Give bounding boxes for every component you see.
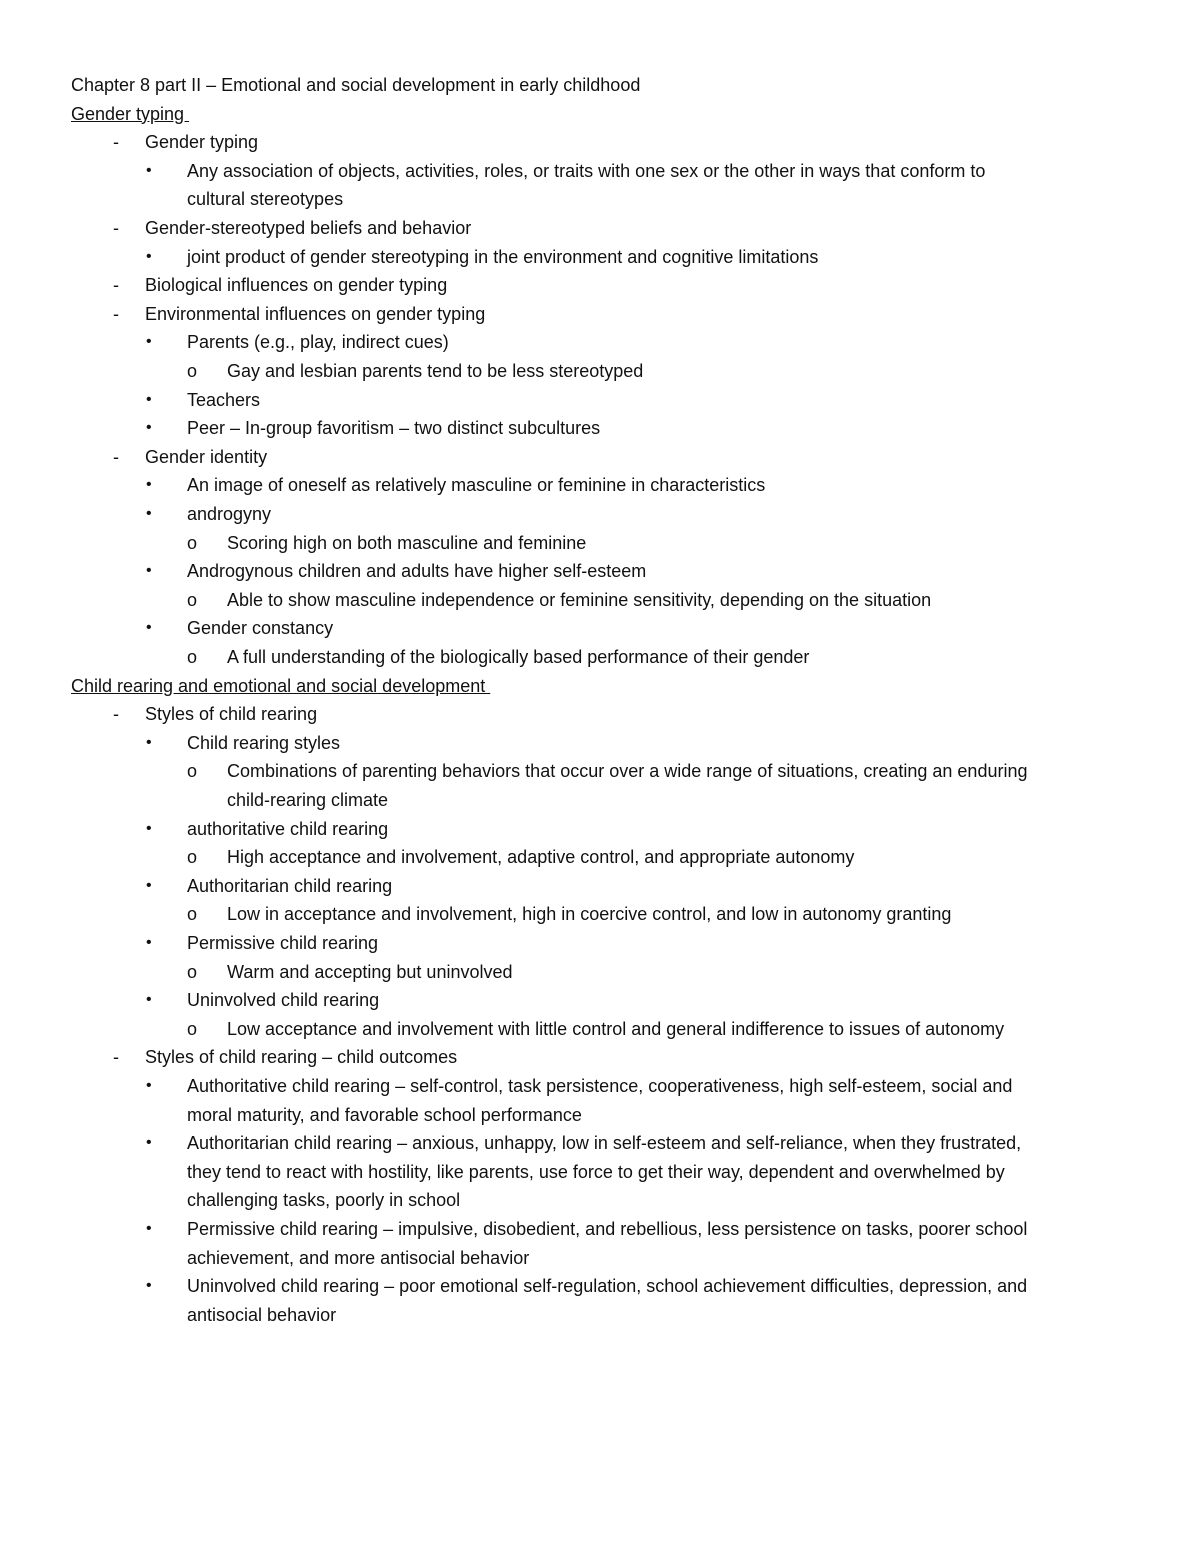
circle-bullet-icon: o — [187, 647, 198, 667]
list-item-text: challenging tasks, poorly in school — [187, 1190, 461, 1211]
list-item-text: A full understanding of the biologically based performance of their gender — [227, 647, 810, 667]
list-item-text: An image of oneself as relatively masculine or feminine in characteristics — [187, 475, 766, 496]
list-item-text: Parents (e.g., play, indirect cues) — [187, 332, 449, 353]
list-item-text: Androgynous children and adults have higher self-esteem — [187, 561, 647, 582]
list-item-text: Able to show masculine independence or feminine sensitivity, depending on the situation — [227, 589, 932, 610]
list-item-text: Child rearing styles — [187, 732, 341, 753]
bullet-icon: • — [146, 247, 152, 265]
list-item-text: Peer – In-group favoritism – two distinct subcultures — [187, 418, 601, 439]
list-item-text: Warm and accepting but uninvolved — [227, 961, 513, 982]
list-item-text: authoritative child rearing — [187, 818, 389, 839]
list-item-text: Permissive child rearing — [187, 933, 379, 953]
circle-bullet-icon: o — [187, 904, 198, 925]
list-item-text: antisocial behavior — [187, 1304, 337, 1325]
list-item-text: Combinations of parenting behaviors that occur over a wide range of situations, creating an enduring — [227, 761, 1028, 782]
circle-bullet-icon: o — [187, 961, 198, 982]
list-item-text: cultural stereotypes — [187, 189, 344, 210]
list-item-text: Authoritarian child rearing – anxious, unhappy, low in self-esteem and self-reliance, when they frustrated, — [187, 1133, 1022, 1154]
bullet-icon: • — [146, 1277, 152, 1295]
list-item-text: Styles of child rearing – child outcomes — [145, 1047, 458, 1068]
bullet-icon: • — [146, 390, 152, 408]
list-item-text: Authoritarian child rearing — [187, 875, 393, 896]
list-item-text: Environmental influences on gender typing — [145, 303, 486, 324]
list-item-text: Low in acceptance and involvement, high in coercive control, and low in autonomy granting — [227, 904, 952, 925]
list-item-text: androgyny — [187, 504, 272, 524]
list-item-text: Gender identity — [145, 446, 268, 467]
list-item-text: achievement, and more antisocial behavior — [187, 1247, 530, 1268]
dash-marker: - — [113, 303, 119, 324]
bullet-icon: • — [146, 161, 152, 179]
dash-marker: - — [113, 704, 119, 725]
bullet-icon: • — [146, 476, 152, 494]
dash-marker: - — [113, 132, 119, 153]
list-item-text: child-rearing climate — [227, 790, 389, 810]
list-item-text: joint product of gender stereotyping in the environment and cognitive limitations — [187, 246, 819, 267]
section-heading: Gender typing — [71, 103, 190, 124]
list-item-text: Gender typing — [145, 132, 259, 153]
circle-bullet-icon: o — [187, 532, 198, 553]
bullet-icon: • — [146, 505, 152, 522]
bullet-icon: • — [146, 733, 152, 751]
dash-marker: - — [113, 275, 119, 296]
list-item-text: Any association of objects, activities, roles, or traits with one sex or the other in ways that conform to — [187, 160, 986, 181]
dash-marker: - — [113, 1047, 119, 1068]
list-item-text: Uninvolved child rearing – poor emotional self-regulation, school achievement difficulties, depression, and — [187, 1276, 1028, 1297]
bullet-icon: • — [146, 619, 152, 637]
circle-bullet-icon: o — [187, 847, 198, 868]
list-item-text: Gay and lesbian parents tend to be less stereotyped — [227, 361, 644, 381]
list-item-text: Low acceptance and involvement with little control and general indifference to issues of autonomy — [227, 1018, 1005, 1039]
list-item-text: Scoring high on both masculine and feminine — [227, 532, 587, 553]
list-item-text: Teachers — [187, 389, 261, 410]
circle-bullet-icon: o — [187, 761, 198, 782]
bullet-icon: • — [146, 1077, 152, 1094]
bullet-icon: • — [146, 876, 152, 894]
bullet-icon: • — [146, 1134, 152, 1152]
bullet-icon: • — [146, 934, 152, 951]
bullet-icon: • — [146, 819, 152, 837]
list-item-text: they tend to react with hostility, like parents, use force to get their way, dependent and overwhelmed by — [187, 1161, 1005, 1182]
list-item-text: Permissive child rearing – impulsive, disobedient, and rebellious, less persistence on tasks, poorer school — [187, 1219, 1028, 1239]
circle-bullet-icon: o — [187, 1018, 198, 1039]
list-item-text: Uninvolved child rearing — [187, 990, 380, 1011]
bullet-icon: • — [146, 562, 152, 580]
dash-marker: - — [113, 218, 119, 238]
bullet-icon: • — [146, 419, 152, 437]
list-item-text: High acceptance and involvement, adaptive control, and appropriate autonomy — [227, 847, 855, 868]
list-item-text: Biological influences on gender typing — [145, 275, 448, 296]
bullet-icon: • — [146, 991, 152, 1009]
document-title: Chapter 8 part II – Emotional and social development in early childhood — [71, 75, 641, 95]
dash-marker: - — [113, 446, 119, 467]
list-item-text: Styles of child rearing — [145, 704, 318, 725]
circle-bullet-icon: o — [187, 361, 198, 381]
circle-bullet-icon: o — [187, 589, 198, 610]
bullet-icon: • — [146, 1220, 152, 1237]
section-heading: Child rearing and emotional and social development — [71, 675, 491, 696]
list-item-text: Authoritative child rearing – self-control, task persistence, cooperativeness, high self-esteem, social and — [187, 1076, 1013, 1096]
bullet-icon: • — [146, 333, 152, 351]
list-item-text: Gender-stereotyped beliefs and behavior — [145, 218, 472, 238]
list-item-text: moral maturity, and favorable school performance — [187, 1104, 582, 1125]
list-item-text: Gender constancy — [187, 618, 334, 639]
